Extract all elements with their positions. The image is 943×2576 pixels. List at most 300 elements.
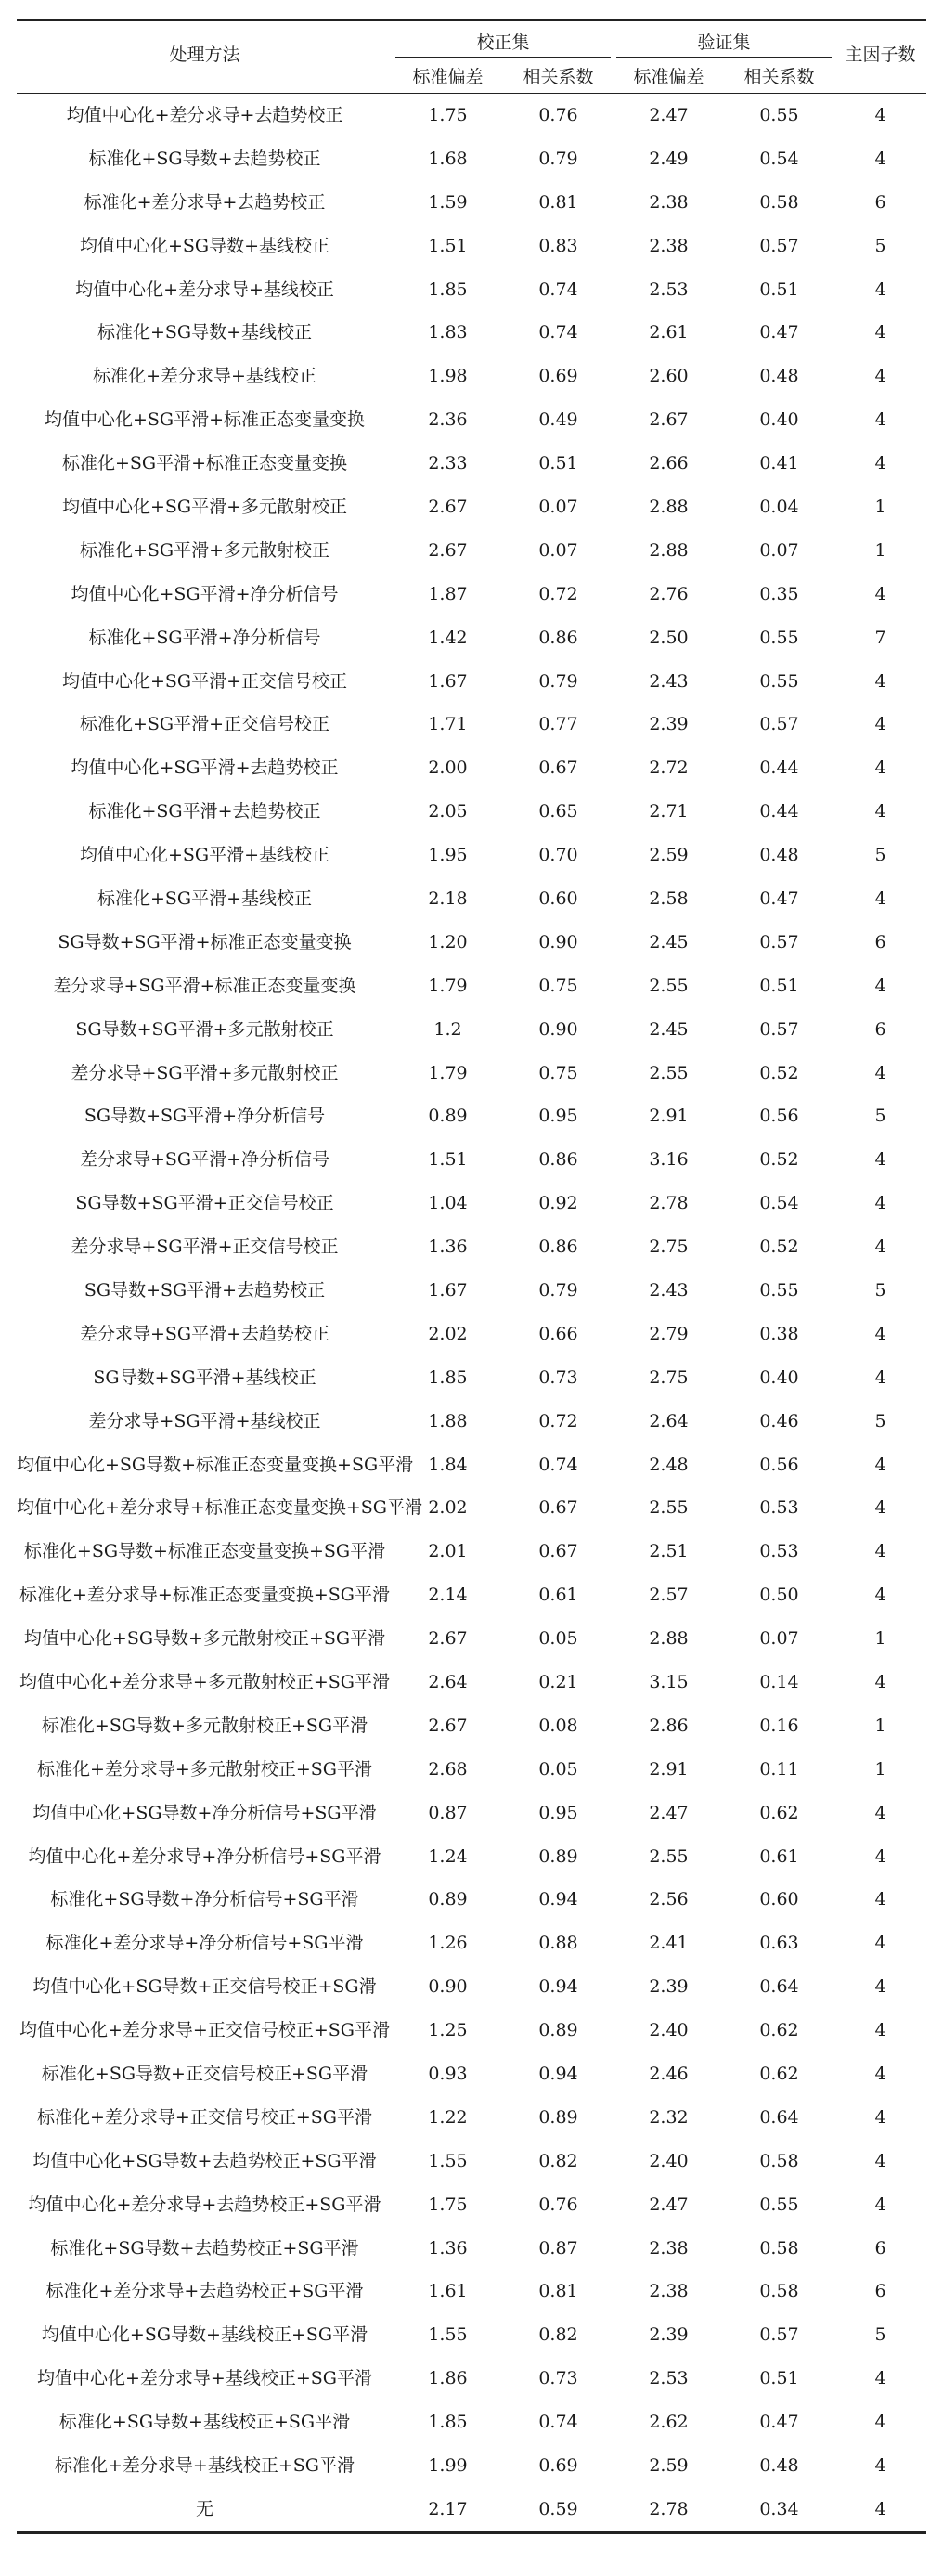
- val-correlation-cell: 0.52: [759, 1236, 799, 1258]
- cal-std-dev-cell: 1.85: [428, 2412, 468, 2433]
- val-correlation-cell: 0.54: [759, 148, 799, 169]
- principal-factors-cell: 4: [874, 2064, 886, 2085]
- cal-std-dev-cell: 1.84: [428, 1454, 468, 1475]
- val-correlation-cell: 0.55: [759, 627, 799, 648]
- val-correlation-cell: 0.64: [759, 1976, 799, 1998]
- cal-correlation-cell: 0.69: [538, 2455, 578, 2477]
- cal-std-dev-cell: 2.67: [428, 1628, 468, 1650]
- table-row: [17, 1487, 926, 1531]
- val-std-dev-cell: 2.53: [649, 2368, 689, 2389]
- cal-correlation-cell: 0.86: [538, 1236, 578, 1258]
- val-std-dev-cell: 2.71: [649, 801, 689, 822]
- principal-factors-cell: 4: [874, 1062, 886, 1083]
- principal-factors-cell: 4: [874, 1541, 886, 1562]
- val-correlation-cell: 0.40: [759, 409, 799, 431]
- method-cell: SG导数+SG平滑+净分析信号: [84, 1106, 326, 1127]
- table-row: [17, 94, 926, 137]
- table-row: [17, 2052, 926, 2096]
- val-correlation-cell: 0.47: [759, 322, 799, 343]
- principal-factors-cell: 4: [874, 1585, 886, 1606]
- method-cell: 均值中心化+差分求导+多元散射校正+SG平滑: [19, 1672, 390, 1692]
- principal-factors-cell: 4: [874, 2412, 886, 2433]
- table-row: [17, 2357, 926, 2401]
- val-correlation-cell: 0.52: [759, 1149, 799, 1171]
- principal-factors-cell: 4: [874, 366, 886, 387]
- cal-std-dev-cell: 1.87: [428, 583, 468, 604]
- table-row: [17, 703, 926, 746]
- table-row: [17, 2271, 926, 2314]
- method-cell: 均值中心化+SG平滑+多元散射校正: [61, 496, 348, 517]
- cal-correlation-cell: 0.21: [538, 1672, 578, 1692]
- cal-std-dev-cell: 1.36: [428, 1236, 468, 1258]
- cal-correlation-cell: 0.73: [538, 1366, 578, 1388]
- table-row: [17, 1356, 926, 1400]
- cal-correlation-cell: 0.60: [538, 887, 578, 909]
- method-cell: 标准化+差分求导+正交信号校正+SG平滑: [37, 2106, 372, 2128]
- val-std-dev-cell: 2.78: [614, 2488, 724, 2532]
- cal-correlation-cell: 0.75: [538, 975, 578, 996]
- cal-correlation-cell: 0.72: [538, 1410, 578, 1431]
- principal-factors-cell: 4: [874, 757, 886, 779]
- cal-correlation-cell: 0.07: [538, 539, 578, 561]
- table-row: [17, 1443, 926, 1487]
- val-std-dev-cell: 2.38: [649, 235, 689, 256]
- cal-std-dev-cell: 0.87: [428, 1802, 468, 1823]
- principal-factors-cell: 6: [874, 1018, 886, 1040]
- cal-std-dev-cell: 1.55: [428, 2324, 468, 2346]
- cal-correlation-cell: 0.82: [538, 2150, 578, 2171]
- table-row: [17, 1313, 926, 1356]
- table-row: [17, 1225, 926, 1269]
- val-correlation-cell: 0.56: [759, 1106, 799, 1127]
- cal-correlation-cell: 0.70: [538, 845, 578, 866]
- table-row: [17, 225, 926, 268]
- method-cell: 均值中心化+SG导数+净分析信号+SG平滑: [32, 1802, 377, 1823]
- val-std-dev-cell: 2.78: [649, 1193, 689, 1214]
- method-cell: 标准化+SG导数+标准正态变量变换+SG平滑: [23, 1541, 386, 1562]
- val-std-dev-cell: 2.41: [649, 1933, 689, 1954]
- val-correlation-cell: 0.55: [759, 2194, 799, 2215]
- cal-std-dev-cell: 1.25: [428, 2020, 468, 2041]
- method-cell: 均值中心化+SG导数+标准正态变量变换+SG平滑: [17, 1454, 414, 1475]
- table-row: [17, 1748, 926, 1792]
- cal-correlation-cell: 0.76: [538, 104, 578, 125]
- principal-factors-cell: 7: [874, 627, 886, 648]
- principal-factors-cell: 4: [874, 801, 886, 822]
- val-correlation-cell: 0.44: [759, 801, 799, 822]
- cal-std-dev-cell: 1.22: [428, 2106, 468, 2128]
- table-row: [17, 355, 926, 398]
- method-cell: 均值中心化+SG平滑+基线校正: [79, 845, 330, 866]
- val-correlation-cell: 0.64: [759, 2106, 799, 2128]
- method-cell: 标准化+SG导数+基线校正: [97, 322, 313, 343]
- table-row: [17, 1530, 926, 1573]
- val-std-dev-cell: 2.62: [649, 2412, 689, 2433]
- val-correlation-cell: 0.47: [759, 2412, 799, 2433]
- method-cell: SG导数+SG平滑+基线校正: [93, 1366, 316, 1388]
- principal-factors-cell: 4: [874, 583, 886, 604]
- principal-factors-cell: 4: [874, 670, 886, 692]
- method-cell: 标准化+SG平滑+去趋势校正: [88, 801, 321, 822]
- principal-factors-cell: 4: [874, 453, 886, 474]
- table-row: [17, 2140, 926, 2183]
- val-correlation-cell: 0.62: [759, 2020, 799, 2041]
- table-header-row-1: [17, 20, 926, 62]
- cal-std-dev-cell: 0.93: [428, 2064, 468, 2085]
- val-correlation-cell: 0.07: [759, 539, 799, 561]
- cal-std-dev-cell: 2.02: [428, 1497, 468, 1519]
- principal-factors-cell: 4: [874, 714, 886, 735]
- val-std-dev-cell: 2.88: [649, 539, 689, 561]
- principal-factors-cell: 1: [874, 1715, 886, 1736]
- cal-correlation-cell: 0.49: [538, 409, 578, 431]
- principal-factors-cell: 6: [874, 931, 886, 952]
- val-std-dev-cell: 2.86: [649, 1715, 689, 1736]
- val-correlation-cell: 0.34: [724, 2488, 834, 2532]
- cal-correlation-cell: 0.72: [538, 583, 578, 604]
- principal-factors-cell: 4: [874, 148, 886, 169]
- header-val-std-dev: 标准偏差: [614, 61, 724, 94]
- method-cell: 标准化+差分求导+去趋势校正+SG平滑: [45, 2281, 364, 2302]
- principal-factors-cell: 1: [874, 1758, 886, 1780]
- val-std-dev-cell: 2.32: [649, 2106, 689, 2128]
- principal-factors-cell: 4: [874, 1323, 886, 1344]
- val-std-dev-cell: 2.67: [649, 409, 689, 431]
- val-correlation-cell: 0.11: [759, 1758, 799, 1780]
- table-row: [17, 1573, 926, 1617]
- principal-factors-cell: 6: [874, 191, 886, 213]
- table-row: [17, 181, 926, 225]
- principal-factors-cell: 5: [874, 1279, 886, 1301]
- table-row: [17, 2227, 926, 2271]
- cal-std-dev-cell: 2.68: [428, 1758, 468, 1780]
- val-correlation-cell: 0.47: [759, 887, 799, 909]
- cal-std-dev-cell: 1.75: [428, 104, 468, 125]
- header-validation-set: 验证集: [616, 34, 832, 58]
- cal-correlation-cell: 0.74: [538, 2412, 578, 2433]
- val-correlation-cell: 0.57: [759, 714, 799, 735]
- val-std-dev-cell: 2.75: [649, 1236, 689, 1258]
- val-std-dev-cell: 2.40: [649, 2020, 689, 2041]
- cal-correlation-cell: 0.07: [538, 496, 578, 517]
- method-cell: 标准化+差分求导+净分析信号+SG平滑: [45, 1933, 364, 1954]
- method-cell: 均值中心化+SG导数+基线校正: [79, 235, 330, 256]
- method-cell: 均值中心化+差分求导+基线校正+SG平滑: [37, 2368, 372, 2389]
- table-row: [17, 2401, 926, 2444]
- val-correlation-cell: 0.04: [759, 496, 799, 517]
- table-row: [17, 268, 926, 312]
- method-cell: 标准化+差分求导+去趋势校正: [84, 191, 326, 213]
- principal-factors-cell: 5: [874, 845, 886, 866]
- cal-correlation-cell: 0.05: [538, 1628, 578, 1650]
- method-cell: 标准化+差分求导+标准正态变量变换+SG平滑: [19, 1585, 390, 1606]
- cal-correlation-cell: 0.90: [538, 931, 578, 952]
- val-correlation-cell: 0.48: [759, 845, 799, 866]
- val-std-dev-cell: 2.91: [649, 1758, 689, 1780]
- val-correlation-cell: 0.57: [759, 2324, 799, 2346]
- table-row: [17, 2183, 926, 2227]
- method-cell: 标准化+SG导数+正交信号校正+SG平滑: [41, 2064, 368, 2085]
- table-row: [17, 1269, 926, 1313]
- method-cell: 差分求导+SG平滑+正交信号校正: [71, 1236, 339, 1258]
- cal-std-dev-cell: 2.14: [428, 1585, 468, 1606]
- val-correlation-cell: 0.58: [759, 2150, 799, 2171]
- method-cell: 差分求导+SG平滑+标准正态变量变换: [53, 975, 356, 996]
- table-row: [17, 2444, 926, 2488]
- val-correlation-cell: 0.55: [759, 1279, 799, 1301]
- cal-correlation-cell: 0.74: [538, 278, 578, 300]
- method-cell: 均值中心化+SG平滑+去趋势校正: [71, 757, 339, 779]
- header-method: 处理方法: [17, 20, 393, 94]
- principal-factors-cell: 4: [834, 2488, 926, 2532]
- method-cell: 标准化+差分求导+基线校正: [93, 366, 316, 387]
- cal-correlation-cell: 0.89: [538, 2106, 578, 2128]
- val-std-dev-cell: 2.60: [649, 366, 689, 387]
- cal-correlation-cell: 0.94: [538, 2064, 578, 2085]
- val-correlation-cell: 0.51: [759, 2368, 799, 2389]
- method-cell: 标准化+SG导数+去趋势校正+SG平滑: [50, 2237, 359, 2259]
- val-std-dev-cell: 2.38: [649, 2281, 689, 2302]
- cal-std-dev-cell: 0.89: [428, 1889, 468, 1910]
- val-std-dev-cell: 2.45: [649, 1018, 689, 1040]
- cal-correlation-cell: 0.66: [538, 1323, 578, 1344]
- cal-std-dev-cell: 1.83: [428, 322, 468, 343]
- table-row: [17, 746, 926, 790]
- cal-std-dev-cell: 1.68: [428, 148, 468, 169]
- table-row: [17, 442, 926, 485]
- cal-correlation-cell: 0.74: [538, 1454, 578, 1475]
- val-std-dev-cell: 2.75: [649, 1366, 689, 1388]
- table-row: [17, 616, 926, 660]
- table-row: [17, 1704, 926, 1748]
- cal-std-dev-cell: 2.36: [428, 409, 468, 431]
- method-cell: 标准化+SG平滑+正交信号校正: [79, 714, 330, 735]
- table-row: [17, 485, 926, 529]
- cal-std-dev-cell: 1.79: [428, 1062, 468, 1083]
- method-cell: 差分求导+SG平滑+净分析信号: [79, 1149, 330, 1171]
- table-row: [17, 660, 926, 704]
- cal-std-dev-cell: 2.02: [428, 1323, 468, 1344]
- val-std-dev-cell: 2.53: [649, 278, 689, 300]
- cal-correlation-cell: 0.81: [538, 2281, 578, 2302]
- val-std-dev-cell: 2.61: [649, 322, 689, 343]
- method-cell: 无: [17, 2488, 393, 2532]
- val-correlation-cell: 0.35: [759, 583, 799, 604]
- header-principal-factors: 主因子数: [834, 20, 926, 94]
- principal-factors-cell: 4: [874, 1236, 886, 1258]
- table-row: [17, 1008, 926, 1052]
- table-row: [17, 311, 926, 355]
- method-cell: 均值中心化+SG导数+多元散射校正+SG平滑: [23, 1628, 386, 1650]
- val-correlation-cell: 0.51: [759, 975, 799, 996]
- principal-factors-cell: 5: [874, 1106, 886, 1127]
- method-cell: SG导数+SG平滑+去趋势校正: [84, 1279, 326, 1301]
- method-cell: 标准化+SG导数+净分析信号+SG平滑: [50, 1889, 359, 1910]
- table-row: [17, 1835, 926, 1879]
- val-std-dev-cell: 2.76: [649, 583, 689, 604]
- val-std-dev-cell: 2.55: [649, 1845, 689, 1867]
- method-cell: 均值中心化+SG导数+基线校正+SG平滑: [41, 2324, 368, 2346]
- cal-std-dev-cell: 1.99: [428, 2455, 468, 2477]
- method-cell: 标准化+SG平滑+多元散射校正: [79, 539, 330, 561]
- table-body: [17, 94, 926, 2533]
- table-row: [17, 834, 926, 877]
- val-std-dev-cell: 2.59: [649, 2455, 689, 2477]
- principal-factors-cell: 4: [874, 1149, 886, 1171]
- val-correlation-cell: 0.44: [759, 757, 799, 779]
- val-correlation-cell: 0.63: [759, 1933, 799, 1954]
- cal-std-dev-cell: 1.55: [428, 2150, 468, 2171]
- cal-correlation-cell: 0.69: [538, 366, 578, 387]
- method-cell: 均值中心化+SG平滑+正交信号校正: [61, 670, 348, 692]
- method-cell: 均值中心化+SG导数+正交信号校正+SG滑: [32, 1976, 377, 1998]
- method-cell: SG导数+SG平滑+正交信号校正: [75, 1193, 334, 1214]
- cal-std-dev-cell: 1.71: [428, 714, 468, 735]
- val-std-dev-cell: 2.47: [649, 2194, 689, 2215]
- cal-correlation-cell: 0.89: [538, 1845, 578, 1867]
- method-cell: 差分求导+SG平滑+去趋势校正: [79, 1323, 330, 1344]
- preprocessing-results-table: [17, 19, 926, 2534]
- cal-correlation-cell: 0.61: [538, 1585, 578, 1606]
- cal-std-dev-cell: 1.61: [428, 2281, 468, 2302]
- val-correlation-cell: 0.38: [759, 1323, 799, 1344]
- val-std-dev-cell: 2.91: [649, 1106, 689, 1127]
- method-cell: 均值中心化+差分求导+基线校正: [75, 278, 334, 300]
- cal-correlation-cell: 0.67: [538, 1497, 578, 1519]
- cal-std-dev-cell: 2.67: [428, 1715, 468, 1736]
- val-std-dev-cell: 2.38: [649, 191, 689, 213]
- header-cal-correlation: 相关系数: [503, 61, 614, 94]
- val-std-dev-cell: 2.55: [649, 975, 689, 996]
- val-std-dev-cell: 2.56: [649, 1889, 689, 1910]
- method-cell: 均值中心化+差分求导+去趋势校正+SG平滑: [28, 2194, 381, 2215]
- val-std-dev-cell: 2.50: [649, 627, 689, 648]
- val-correlation-cell: 0.54: [759, 1193, 799, 1214]
- val-std-dev-cell: 3.16: [649, 1149, 689, 1171]
- val-correlation-cell: 0.50: [759, 1585, 799, 1606]
- table-row: [17, 964, 926, 1008]
- val-std-dev-cell: 2.48: [649, 1454, 689, 1475]
- val-correlation-cell: 0.57: [759, 1018, 799, 1040]
- method-cell: 均值中心化+SG平滑+净分析信号: [71, 583, 339, 604]
- cal-std-dev-cell: 1.20: [428, 931, 468, 952]
- principal-factors-cell: 4: [874, 1672, 886, 1692]
- principal-factors-cell: 1: [874, 1628, 886, 1650]
- method-cell: 标准化+SG平滑+标准正态变量变换: [61, 453, 348, 474]
- table-row: [17, 1400, 926, 1443]
- cal-std-dev-cell: 2.67: [428, 496, 468, 517]
- header-calibration-set-group: [393, 20, 614, 62]
- table-row: [17, 877, 926, 921]
- val-std-dev-cell: 2.66: [649, 453, 689, 474]
- cal-correlation-cell: 0.83: [538, 235, 578, 256]
- val-std-dev-cell: 2.43: [649, 1279, 689, 1301]
- cal-correlation-cell: 0.89: [538, 2020, 578, 2041]
- cal-std-dev-cell: 0.89: [428, 1106, 468, 1127]
- principal-factors-cell: 4: [874, 2194, 886, 2215]
- method-cell: 均值中心化+差分求导+净分析信号+SG平滑: [28, 1845, 381, 1867]
- val-std-dev-cell: 2.39: [649, 2324, 689, 2346]
- val-correlation-cell: 0.07: [759, 1628, 799, 1650]
- table-row: [17, 2009, 926, 2052]
- method-cell: 标准化+SG导数+去趋势校正: [88, 148, 321, 169]
- val-std-dev-cell: 2.57: [649, 1585, 689, 1606]
- cal-correlation-cell: 0.79: [538, 670, 578, 692]
- cal-correlation-cell: 0.67: [538, 1541, 578, 1562]
- val-correlation-cell: 0.41: [759, 453, 799, 474]
- cal-correlation-cell: 0.73: [538, 2368, 578, 2389]
- method-cell: 标准化+SG平滑+净分析信号: [88, 627, 321, 648]
- method-cell: 差分求导+SG平滑+基线校正: [88, 1410, 321, 1431]
- cal-std-dev-cell: 1.42: [428, 627, 468, 648]
- val-std-dev-cell: 2.49: [649, 148, 689, 169]
- principal-factors-cell: 4: [874, 887, 886, 909]
- val-correlation-cell: 0.48: [759, 366, 799, 387]
- principal-factors-cell: 4: [874, 2150, 886, 2171]
- val-std-dev-cell: 2.40: [649, 2150, 689, 2171]
- cal-std-dev-cell: 2.64: [428, 1672, 468, 1692]
- header-validation-set-group: [614, 20, 834, 62]
- cal-std-dev-cell: 2.18: [428, 887, 468, 909]
- cal-std-dev-cell: 1.88: [428, 1410, 468, 1431]
- val-std-dev-cell: 2.43: [649, 670, 689, 692]
- cal-std-dev-cell: 2.67: [428, 539, 468, 561]
- cal-correlation-cell: 0.67: [538, 757, 578, 779]
- table-row: [17, 529, 926, 573]
- val-std-dev-cell: 2.59: [649, 845, 689, 866]
- val-correlation-cell: 0.61: [759, 1845, 799, 1867]
- val-correlation-cell: 0.58: [759, 2237, 799, 2259]
- val-correlation-cell: 0.52: [759, 1062, 799, 1083]
- val-std-dev-cell: 2.47: [649, 1802, 689, 1823]
- cal-std-dev-cell: 0.90: [428, 1976, 468, 1998]
- principal-factors-cell: 1: [874, 496, 886, 517]
- principal-factors-cell: 4: [874, 278, 886, 300]
- val-correlation-cell: 0.57: [759, 235, 799, 256]
- table-row: [17, 137, 926, 181]
- val-std-dev-cell: 2.55: [649, 1497, 689, 1519]
- cal-correlation-cell: 0.94: [538, 1976, 578, 1998]
- val-std-dev-cell: 2.39: [649, 714, 689, 735]
- val-std-dev-cell: 2.72: [649, 757, 689, 779]
- val-correlation-cell: 0.53: [759, 1541, 799, 1562]
- method-cell: 差分求导+SG平滑+多元散射校正: [71, 1062, 339, 1083]
- val-correlation-cell: 0.46: [759, 1410, 799, 1431]
- val-correlation-cell: 0.55: [759, 104, 799, 125]
- cal-std-dev-cell: 1.67: [428, 670, 468, 692]
- val-std-dev-cell: 2.39: [649, 1976, 689, 1998]
- principal-factors-cell: 4: [874, 2020, 886, 2041]
- cal-std-dev-cell: 2.17: [393, 2488, 503, 2532]
- cal-correlation-cell: 0.90: [538, 1018, 578, 1040]
- cal-std-dev-cell: 1.36: [428, 2237, 468, 2259]
- header-calibration-set: 校正集: [395, 34, 611, 58]
- table-row: [17, 1792, 926, 1835]
- principal-factors-cell: 4: [874, 322, 886, 343]
- principal-factors-cell: 5: [874, 235, 886, 256]
- val-std-dev-cell: 2.79: [649, 1323, 689, 1344]
- method-cell: SG导数+SG平滑+多元散射校正: [75, 1018, 334, 1040]
- val-std-dev-cell: 2.64: [649, 1410, 689, 1431]
- cal-std-dev-cell: 1.59: [428, 191, 468, 213]
- table-row: [17, 1922, 926, 1965]
- table-row: [17, 1965, 926, 2009]
- cal-std-dev-cell: 2.01: [428, 1541, 468, 1562]
- cal-correlation-cell: 0.95: [538, 1106, 578, 1127]
- val-correlation-cell: 0.62: [759, 2064, 799, 2085]
- cal-std-dev-cell: 2.00: [428, 757, 468, 779]
- cal-std-dev-cell: 2.05: [428, 801, 468, 822]
